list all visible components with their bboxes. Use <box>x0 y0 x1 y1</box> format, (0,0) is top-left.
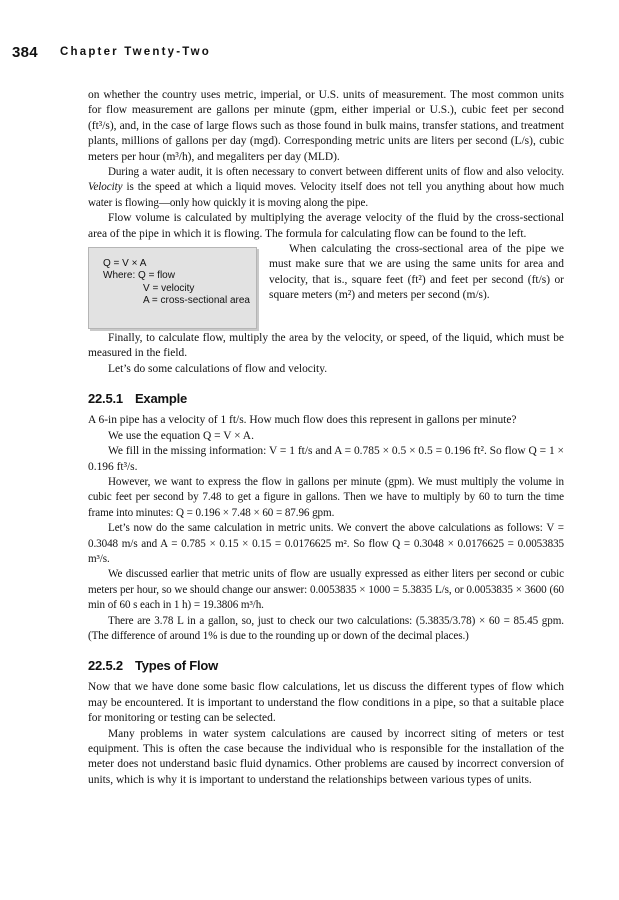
section-number: 22.5.1 <box>88 391 123 407</box>
velocity-term: Velocity <box>88 181 123 194</box>
page-header <box>12 44 602 66</box>
paragraph-lets-calc: Let’s do some calculations of flow and velocity. <box>108 362 328 375</box>
example-metric-units: We discussed earlier that metric units of flow are usually expressed as either liters per second or cubic meters per hour, so we should change our answer: 0.0053835 × 1000 = 5.3835 L/s, or 0.0053835 × 3600 (60 min of 60 s each in 1 h) = 19.3806 m³/h. <box>88 568 564 612</box>
section-number: 22.5.2 <box>88 658 123 674</box>
formula-equation: Q = V × A <box>103 258 147 270</box>
paragraph-water-audit <box>88 165 564 211</box>
example-equation: We use the equation Q = V × A. <box>108 429 254 442</box>
example-question: A 6-in pipe has a velocity of 1 ft/s. How much flow does this represent in gallons per minute? <box>88 414 517 427</box>
formula-box <box>88 247 257 329</box>
example-metric: Let’s now do the same calculation in metric units. We convert the above calculations as follows: V = 0.3048 m/s and A = 0.785 × 0.15 × 0.15 = 0.0176625 m². So flow Q = 0.3048 × 0.0176625 = 0.0053835 m³/s. <box>88 522 564 565</box>
section-heading-example <box>88 391 564 407</box>
example-fill-in: We fill in the missing information: V = 1 ft/s and A = 0.785 × 0.5 × 0.5 = 0.196 ft². So flow Q = 1 × 0.196 ft³/s. <box>88 445 564 473</box>
paragraph-calculate-flow: Finally, to calculate flow, multiply the area by the velocity, or speed, of the liquid, which must be measured in the field. <box>88 332 564 360</box>
paragraph-flow-volume: Flow volume is calculated by multiplying the average velocity of the fluid by the cross-sectional area of the pipe in which it is flowing. The formula for calculating flow can be found to the left. <box>88 212 564 240</box>
section-heading-types-of-flow <box>88 658 564 674</box>
formula-velocity: V = velocity <box>143 282 195 294</box>
types-intro: Now that we have done some basic flow calculations, let us discuss the different types of flow which may be encountered. It is important to understand the flow conditions in a pipe, so that a suitable place for monitoring or testing can be selected. <box>88 681 564 725</box>
formula-where-flow: Where: Q = flow <box>103 270 175 282</box>
section-title: Example <box>134 391 188 407</box>
page-body <box>88 88 564 788</box>
paragraph-water-audit-end: is the speed at which a liquid moves. Velocity itself does not tell you anything about how much water is flowing—only how quickly it is moving along the pipe. <box>88 181 564 209</box>
paragraph-cross-section: When calculating the cross-sectional area of the pipe we must make sure that we are using the same units for area and velocity, that is., square feet (ft²) and feet per second (ft/s) or square meters (m²) and meters per second (m/s). <box>269 243 564 302</box>
example-gpm: However, we want to express the flow in gallons per minute (gpm). We must multiply the volume in cubic feet per second by 7.48 to get a figure in gallons. Then we have to multiply by 60 to turn the time frame into minutes: Q = 0.196 × 7.48 × 60 = 87.96 gpm. <box>88 475 564 519</box>
chapter-title: Chapter Twenty-Two <box>60 46 211 58</box>
section-title: Types of Flow <box>134 658 219 674</box>
paragraph-units: on whether the country uses metric, imperial, or U.S. units of measurement. The most common units for flow measurement are gallons per minute (gpm, either imperial or U.S.), cubic feet per second (ft³/s), and, in the case of large flows such as those found in bulk mains, transfer stations, and treatment plants, millions of gallons per day (mgd). Corresponding metric units are liters per second (L/s), cubic meters per hour (m³/h), and megaliters per day (MLD). <box>88 89 564 163</box>
example-check: There are 3.78 L in a gallon, so, just to check our two calculations: (5.3835/3.78) × 60 = 85.45 gpm. (The difference of around 1% is due to the rounding up or down of the decimal places.) <box>88 614 564 642</box>
page-number: 384 <box>12 44 38 61</box>
types-problems: Many problems in water system calculations are caused by incorrect siting of meters or test equipment. This is often the case because the individual who is responsible for the installation of the meter does not understand basic fluid dynamics. Other problems are caused by incorrect conversion of units, which is why it is important to understand the relationships between various types of units. <box>88 727 564 786</box>
formula-area: A = cross-sectional area <box>143 295 250 307</box>
paragraph-water-audit-start: During a water audit, it is often necessary to convert between different units of flow and also velocity. <box>108 166 564 179</box>
